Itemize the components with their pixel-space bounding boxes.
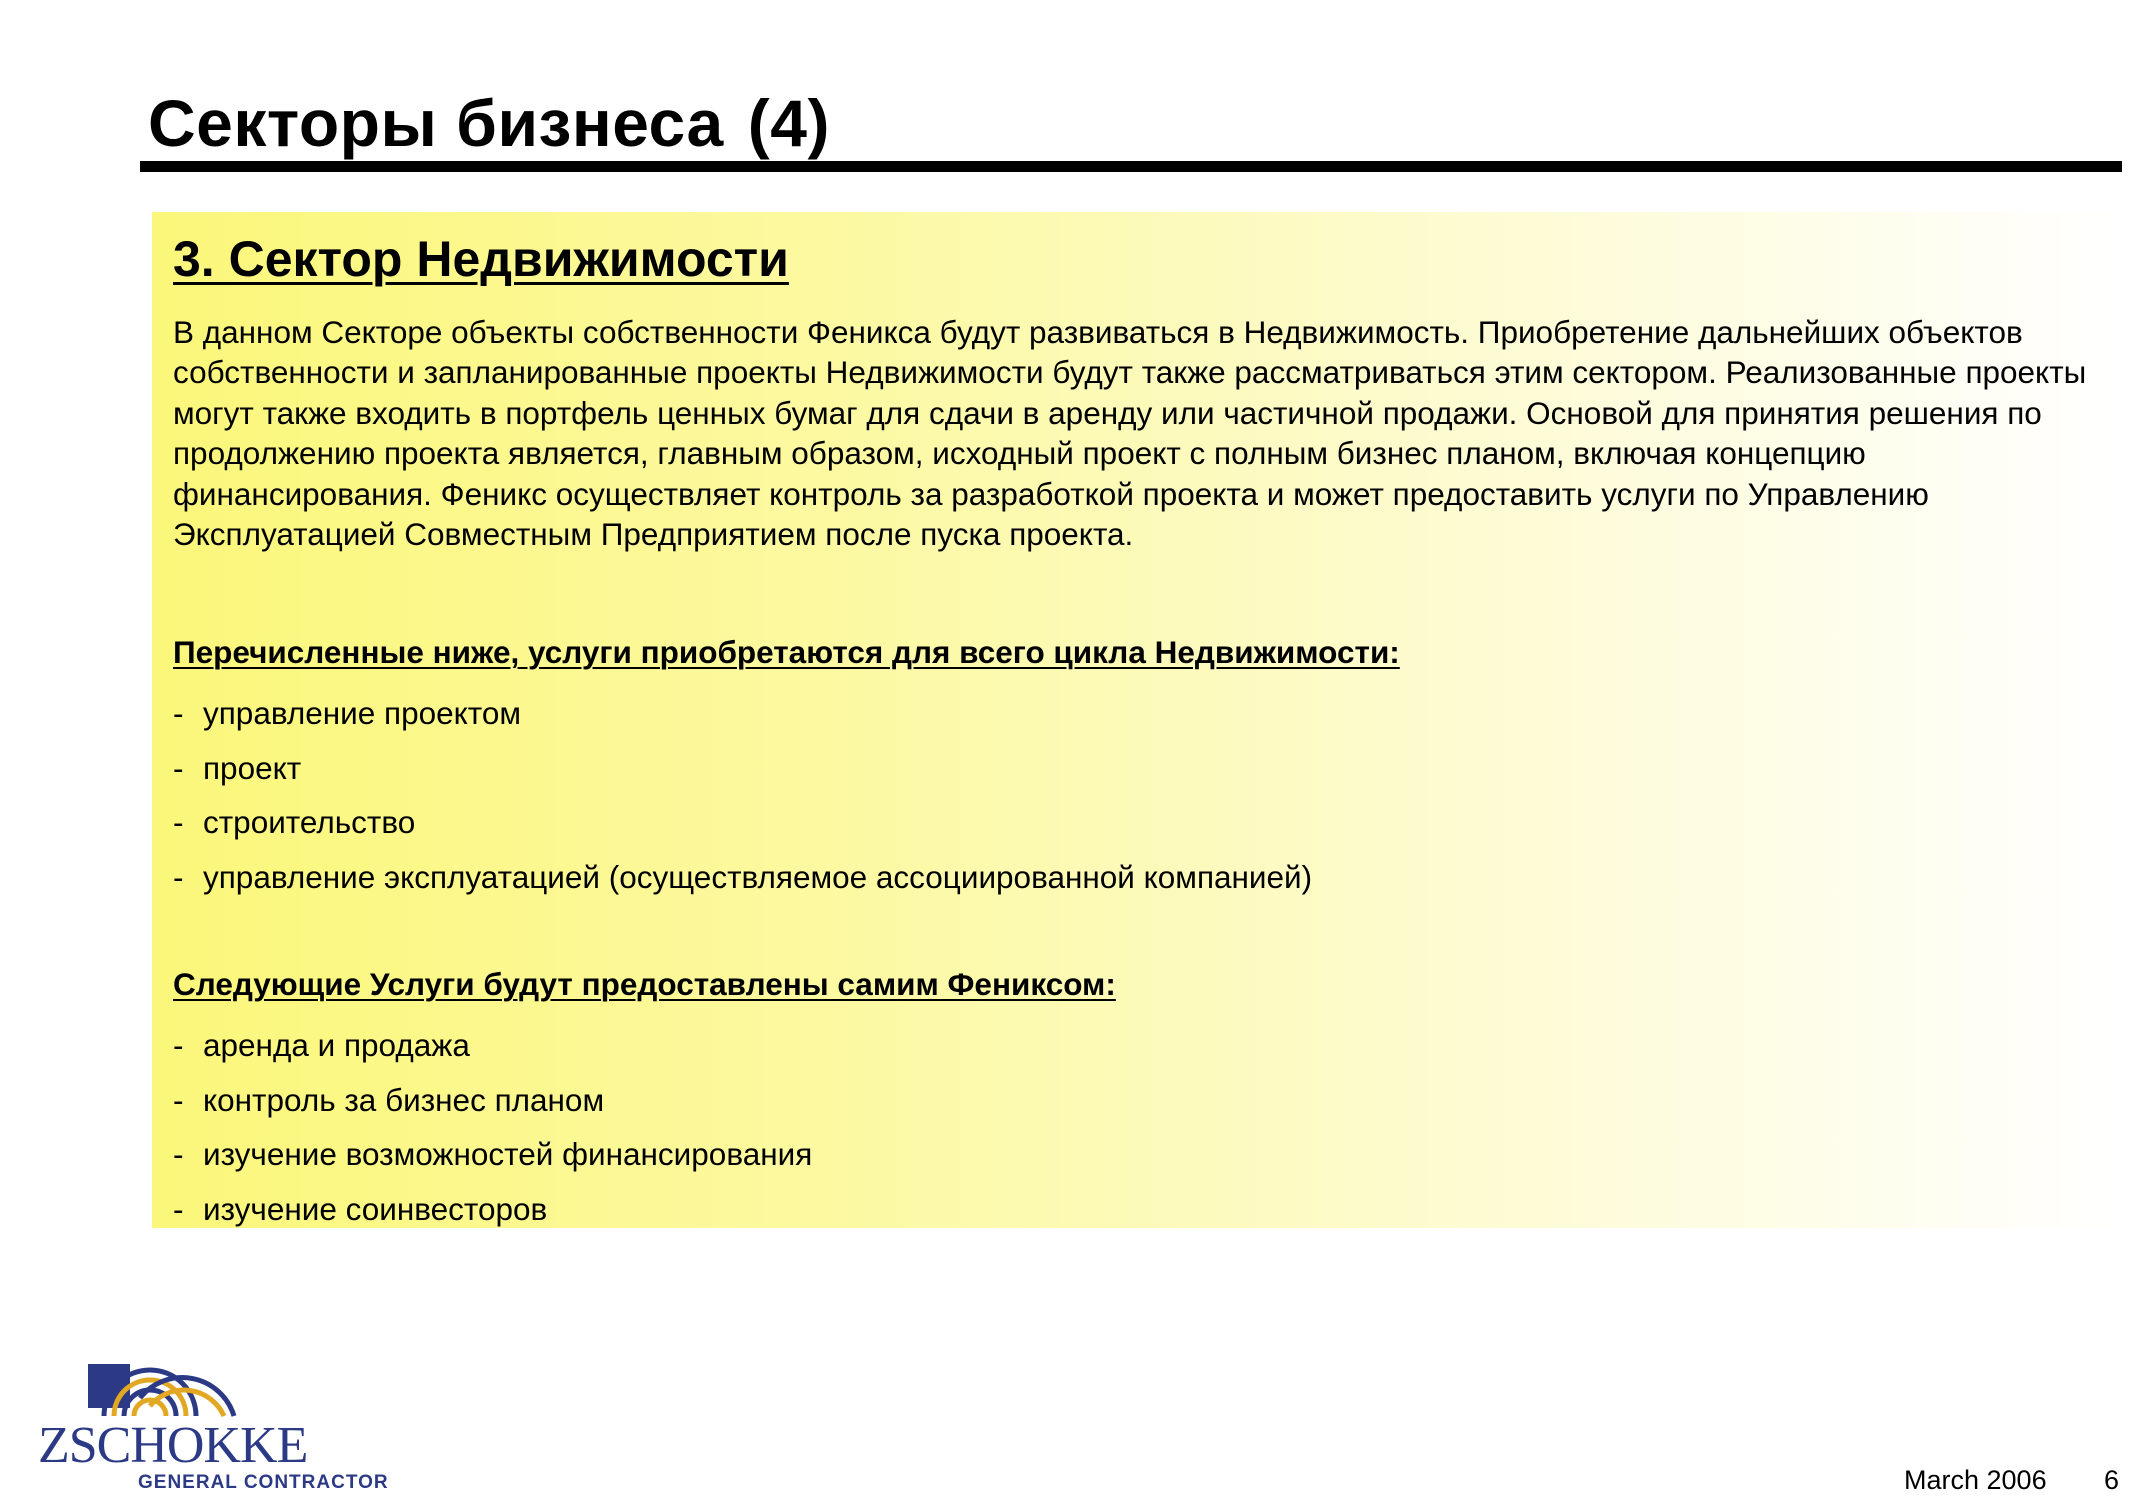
- bullet-dash: -: [173, 695, 184, 731]
- bullet-dash: -: [173, 1081, 184, 1118]
- section-heading: 3. Сектор Недвижимости: [173, 231, 789, 287]
- bullet-dash: -: [173, 858, 184, 895]
- logo-arcs: [104, 1370, 234, 1416]
- list-item-text: контроль за бизнес планом: [203, 1081, 605, 1118]
- company-logo: [38, 1360, 389, 1495]
- list-item: [173, 795, 1312, 850]
- services-acquired-list: [173, 686, 1312, 904]
- list-item-text: управление проектом: [203, 695, 522, 731]
- list-item: [173, 686, 1312, 741]
- list-item: [173, 741, 1312, 796]
- page-title-number: (4): [747, 86, 830, 160]
- bullet-dash: -: [173, 749, 184, 786]
- footer-date: March 2006: [1904, 1465, 2047, 1495]
- page-number: 6: [2104, 1465, 2120, 1495]
- list-item-text: строительство: [203, 804, 416, 840]
- page-title: [148, 80, 830, 166]
- logo-tagline: GENERAL CONTRACTOR: [138, 1472, 389, 1493]
- list-item: [173, 1073, 812, 1128]
- list-item: [173, 1018, 812, 1073]
- list-item: [173, 1127, 812, 1182]
- list-item-text: управление эксплуатацией (осуществляемое ассоциированной компанией): [203, 858, 1313, 895]
- bullet-dash: -: [173, 1190, 184, 1227]
- list-item: [173, 850, 1312, 905]
- bullet-dash: -: [173, 804, 184, 840]
- services-provided-list: [173, 1018, 812, 1236]
- list-item-text: проект: [203, 749, 302, 786]
- list-item-text: аренда и продажа: [203, 1027, 470, 1063]
- title-underline-rule: [140, 161, 2122, 172]
- zschokke-logo-icon: [38, 1360, 389, 1495]
- logo-square: [88, 1364, 130, 1408]
- logo-wordmark: ZSCHOKKE: [38, 1417, 308, 1474]
- services-provided-heading: Следующие Услуги будут предоставлены самим Фениксом:: [173, 966, 1116, 1002]
- list-item-text: изучение соинвесторов: [203, 1190, 548, 1227]
- bullet-dash: -: [173, 1027, 184, 1063]
- list-item-text: изучение возможностей финансирования: [203, 1136, 813, 1172]
- intro-paragraph: В данном Секторе объекты собственности Феникса будут развиваться в Недвижимость. Приобретение дальнейших объектов собственности и запланированные проекты Недвижимости будут также рассматриваться этим сектором. Реализованные проекты могут также входить в портфель ценных бумаг для сдачи в аренду или частичной продажи. Основой для принятия решения по продолжению проекта является, главным образом, исходный проект с полным бизнес планом, включая концепцию финансирования. Феникс осуществляет контроль за разработкой проекта и может предоставить услуги по Управлению Эксплуатацией Совместным Предприятием после пуска проекта.: [173, 314, 2087, 553]
- list-item: [173, 1182, 812, 1237]
- services-acquired-heading: Перечисленные ниже, услуги приобретаются для всего цикла Недвижимости:: [173, 634, 1400, 670]
- bullet-dash: -: [173, 1136, 184, 1172]
- page-title-text: Секторы бизнеса: [148, 86, 724, 160]
